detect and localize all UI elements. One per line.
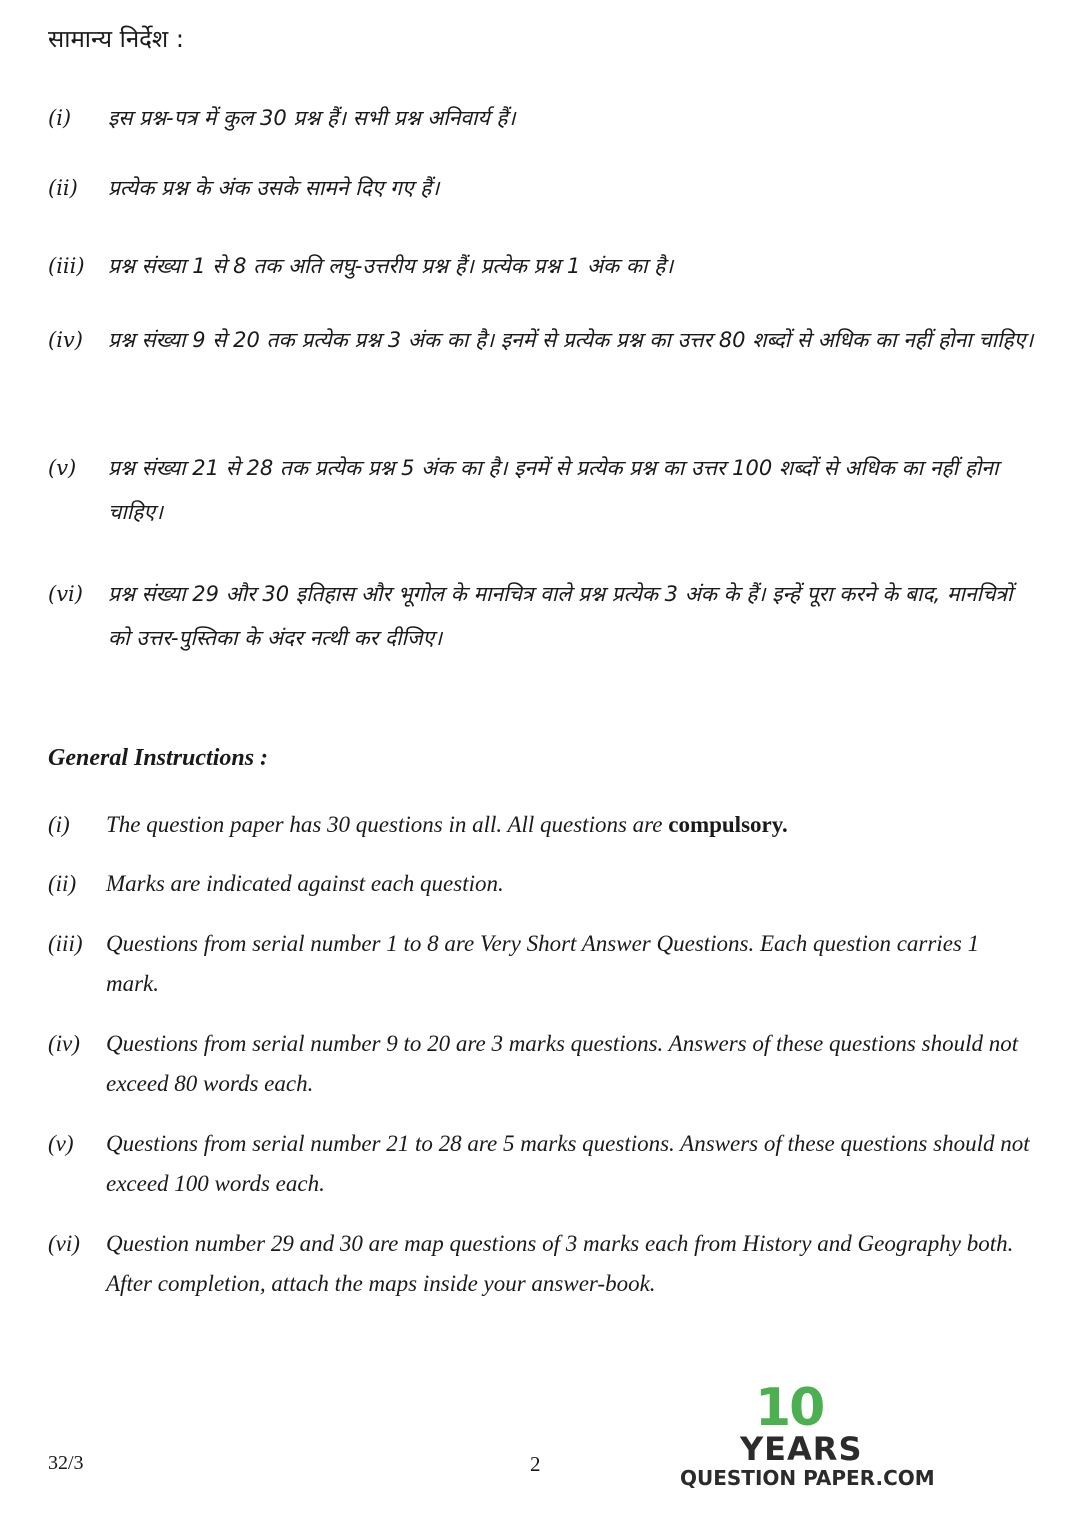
item-number: (v) (48, 456, 77, 480)
item-number: (iii) (48, 254, 85, 278)
logo-number: 10 (755, 1378, 824, 1438)
item-text: इस प्रश्न-पत्र में कुल 30 प्रश्न हैं। सभी प्रश्न अनिवार्य हैं। (108, 106, 516, 130)
item-number: (v) (48, 1131, 74, 1156)
item-text: Marks are indicated against each question. (106, 871, 504, 896)
item-text-bold: compulsory. (668, 812, 788, 837)
item-text: प्रश्न संख्या 29 और 30 इतिहास और भूगोल के मानचित्र वाले प्रश्न प्रत्येक 3 अंक के हैं। इन्हें पूरा करने के बाद, मानचित्रों को उत्तर-पुस्तिका के अंदर नत्थी कर दीजिए। (108, 582, 1013, 650)
item-text (106, 805, 1031, 845)
item-number: (vi) (48, 582, 83, 606)
item-text-main: The question paper has 30 questions in all. All questions are (106, 812, 663, 837)
site-logo (680, 1378, 935, 1492)
item-text: Questions from serial number 21 to 28 are 5 marks questions. Answers of these questions should not exceed 100 words each. (106, 1131, 1030, 1196)
item-text: प्रश्न संख्या 9 से 20 तक प्रत्येक प्रश्न 3 अंक का है। इनमें से प्रत्येक प्रश्न का उत्तर 80 शब्दों से अधिक का नहीं होना चाहिए। (108, 328, 1034, 352)
item-number: (ii) (48, 871, 77, 896)
item-number: (vi) (48, 1231, 80, 1256)
item-number: (iv) (48, 1031, 80, 1056)
item-text: प्रश्न संख्या 1 से 8 तक अति लघु-उत्तरीय प्रश्न हैं। प्रत्येक प्रश्न 1 अंक का है। (108, 254, 674, 278)
item-text: प्रश्न संख्या 21 से 28 तक प्रत्येक प्रश्न 5 अंक का है। इनमें से प्रत्येक प्रश्न का उत्तर 100 शब्दों से अधिक का नहीं होना चाहिए। (108, 456, 999, 524)
logo-site: QUESTION PAPER.COM (680, 1466, 935, 1490)
item-text: Question number 29 and 30 are map questions of 3 marks each from History and Geography both. After completion, attach the maps inside your answer-book. (106, 1231, 1014, 1296)
item-text: प्रत्येक प्रश्न के अंक उसके सामने दिए गए हैं। (108, 176, 440, 200)
item-number: (i) (48, 812, 70, 837)
item-text: Questions from serial number 1 to 8 are Very Short Answer Questions. Each question carries 1 mark. (106, 931, 980, 996)
page-number: 2 (530, 1452, 541, 1476)
english-instructions-heading: General Instructions : (48, 745, 269, 771)
item-number: (i) (48, 106, 72, 130)
item-text: Questions from serial number 9 to 20 are 3 marks questions. Answers of these questions should not exceed 80 words each. (106, 1031, 1019, 1096)
hindi-instructions-heading: सामान्य निर्देश : (48, 25, 184, 53)
logo-years: YEARS (740, 1430, 863, 1468)
item-number: (iv) (48, 328, 83, 352)
paper-code: 32/3 (48, 1452, 84, 1474)
item-number: (ii) (48, 176, 78, 200)
item-number: (iii) (48, 931, 83, 956)
